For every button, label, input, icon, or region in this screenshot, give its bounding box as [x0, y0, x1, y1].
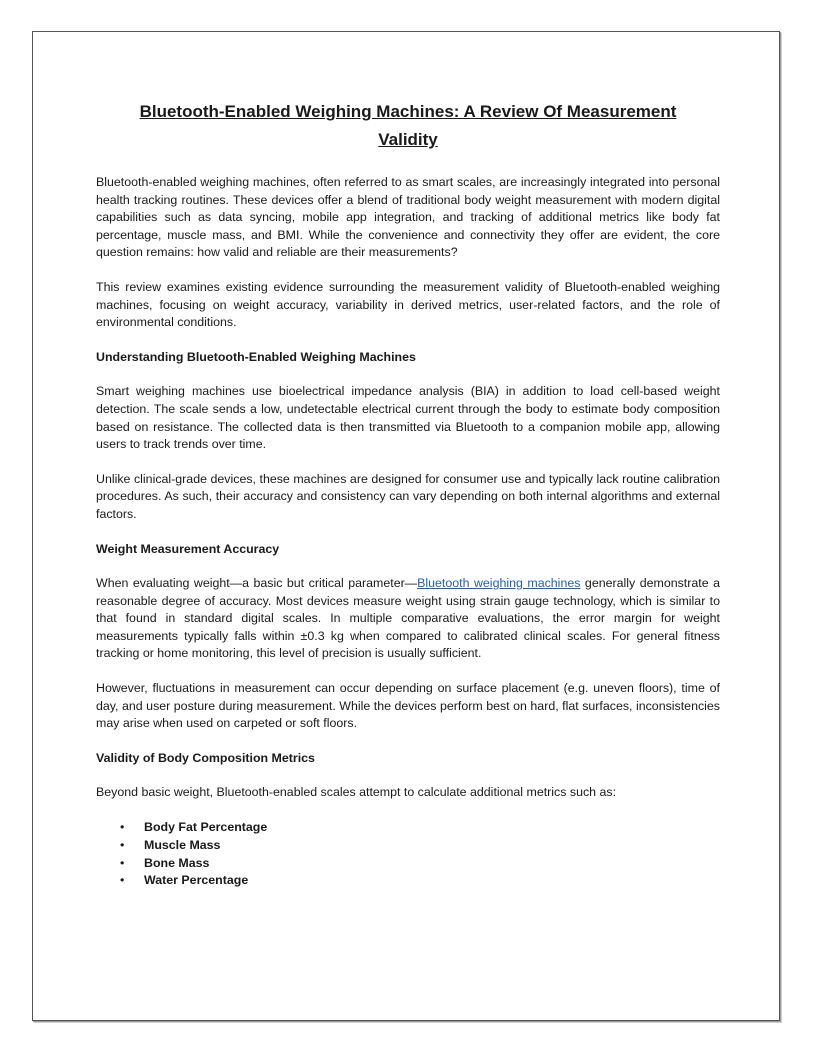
section2-paragraph-2: However, fluctuations in measurement can occur depending on surface placement (e.g. uneven floors), time of day, and user posture during measurement. While the devices perform best on hard, flat surfaces, inconsistencies may arise when used on carpeted or soft floors. [96, 681, 720, 731]
section3-paragraph-1: Beyond basic weight, Bluetooth-enabled scales attempt to calculate additional metrics such as: [96, 785, 617, 800]
review-paragraph: This review examines existing evidence surrounding the measurement validity of Bluetooth-enabled weighing machines, focusing on weight accuracy, variability in derived metrics, user-related factors, and the role of environmental conditions. [96, 279, 720, 330]
intro-paragraph: Bluetooth-enabled weighing machines, often referred to as smart scales, are increasingly integrated into personal health tracking routines. These devices offer a blend of traditional body weight measurement with modern digital capabilities such as data syncing, mobile app integration, and tracking of additional metrics like body fat percentage, muscle mass, and BMI. While the convenience and connectivity they offer are evident, the core question remains: how valid and reliable are their measurements? [96, 175, 720, 260]
list-item-label: Body Fat Percentage [144, 820, 268, 835]
metrics-bullet-list [96, 819, 720, 890]
bluetooth-weighing-machines-link[interactable]: Bluetooth weighing machines [417, 576, 581, 591]
section2-paragraph-1 [96, 575, 720, 663]
list-item-label: Water Percentage [144, 873, 249, 888]
bullet-icon: • [120, 855, 125, 870]
list-item-label: Muscle Mass [144, 837, 221, 852]
list-item [120, 837, 720, 855]
section2-paragraph-1-start: When evaluating weight—a basic but critical parameter— [96, 576, 418, 591]
bullet-icon: • [120, 873, 125, 888]
document-body [96, 98, 720, 890]
bullet-icon: • [120, 820, 125, 835]
document-title: Bluetooth-Enabled Weighing Machines: A Review Of Measurement Validity [139, 102, 677, 149]
list-item [120, 872, 720, 890]
section1-paragraph-1: Smart weighing machines use bioelectrical impedance analysis (BIA) in addition to load cell-based weight detection. The scale sends a low, undetectable electrical current through the body to estimate body composition based on resistance. The collected data is then transmitted via Bluetooth to a companion mobile app, allowing users to track trends over time. [96, 384, 720, 452]
section-heading-body-composition: Validity of Body Composition Metrics [96, 750, 315, 765]
list-item [120, 819, 720, 837]
section2-paragraph-1-end: generally demonstrate a reasonable degree of accuracy. Most devices measure weight using strain gauge technology, which is similar to that found in standard digital scales. In multiple comparative evaluations, the error margin for weight measurements typically falls within ±0.3 kg when compared to calibrated clinical scales. For general fitness tracking or home monitoring, this level of precision is usually sufficient. [96, 576, 720, 661]
section-heading-understanding: Understanding Bluetooth-Enabled Weighing Machines [96, 349, 416, 364]
section1-paragraph-2: Unlike clinical-grade devices, these machines are designed for consumer use and typically lack routine calibration procedures. As such, their accuracy and consistency can vary depending on both internal algorithms and external factors. [96, 471, 720, 521]
bullet-icon: • [120, 837, 125, 852]
list-item [120, 855, 720, 873]
section-heading-weight-accuracy: Weight Measurement Accuracy [96, 541, 280, 556]
list-item-label: Bone Mass [144, 855, 210, 870]
